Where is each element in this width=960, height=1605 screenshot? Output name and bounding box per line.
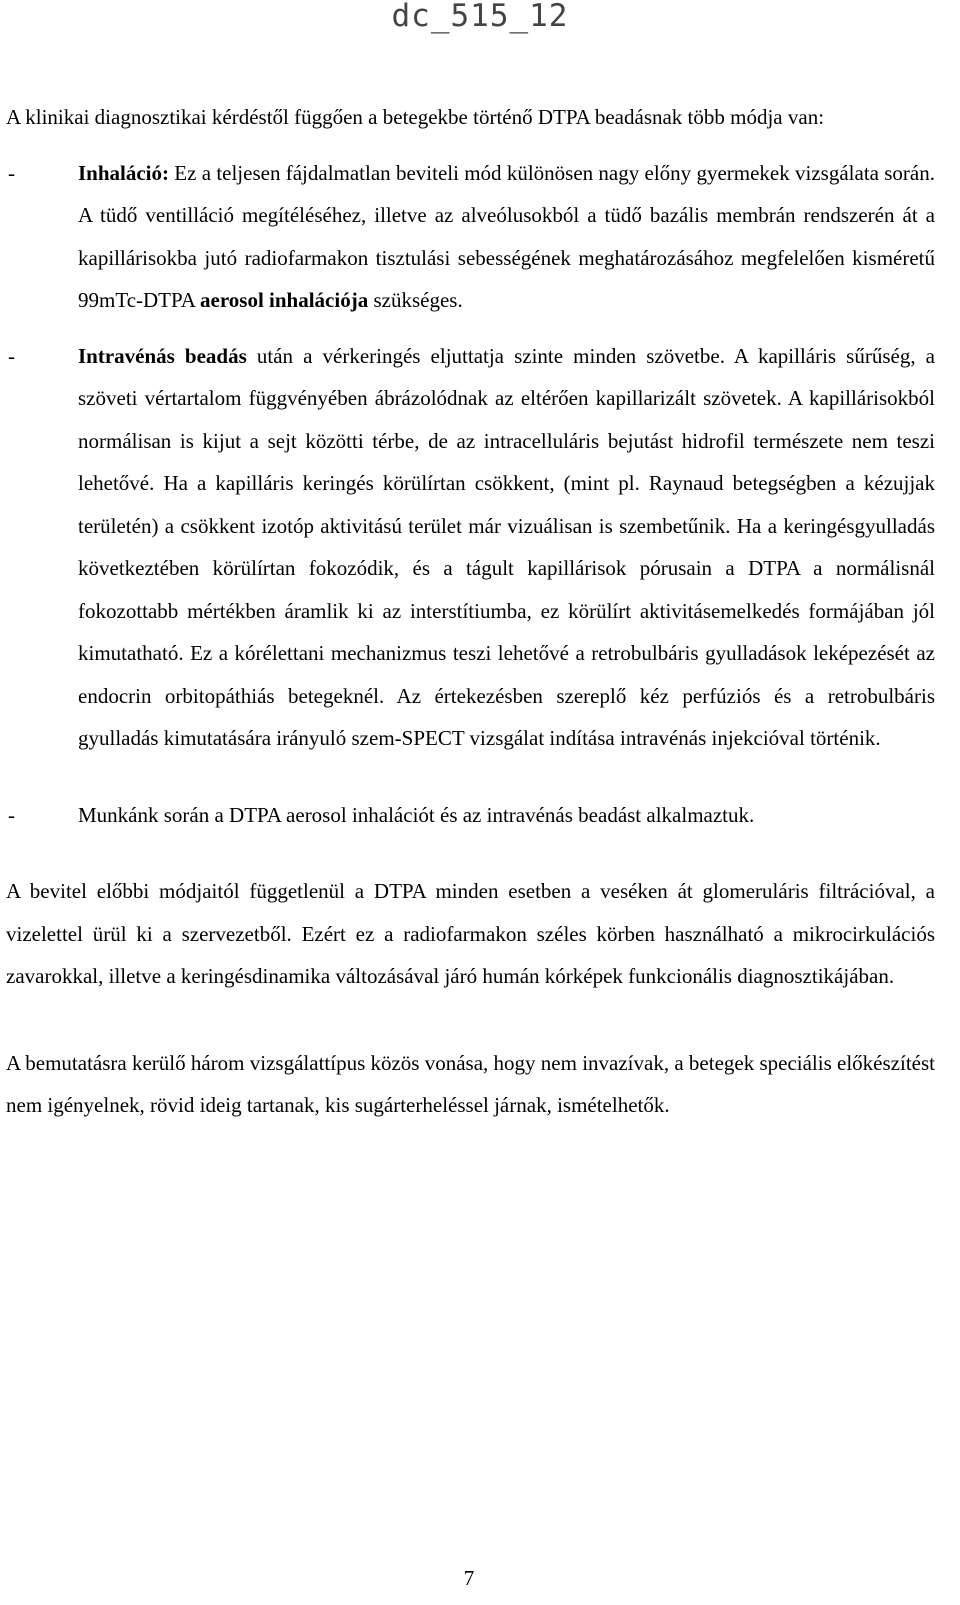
list-bullet: - [8,802,15,827]
list-item-text: Ez a teljesen fájdalmatlan beviteli mód különösen nagy előny gyermekek vizsgálata során. A tüdő ventilláció megítéléséhez, illetve az alveólusokból a tüdő bazális membrán rendszerén át a kapillárisokba jutó radiofarmakon tisztulási sebességének meghatározásához megfelelően kisméretű 99mTc-DTPA [78,160,935,312]
document-id: dc_515_12 [391,0,569,34]
list-item-intravenous [6,335,935,760]
document-body [6,96,935,1127]
list-item-body [78,794,935,837]
list-bullet: - [8,343,15,368]
list-item-methods [6,794,935,837]
list-item-body [78,152,935,322]
paragraph-summary: A bemutatásra kerülő három vizsgálattípus közös vonása, hogy nem invazívak, a betegek speciális előkészítést nem igényelnek, rövid ideig tartanak, kis sugárterheléssel járnak, ismételhetők. [6,1050,935,1117]
paragraph-excretion: A bevitel előbbi módjaitól függetlenül a DTPA minden esetben a veséken át glomeruláris filtrációval, a vizelettel ürül ki a szervezetből. Ezért ez a radiofarmakon széles körben használható a mikrocirkulációs zavarokkal, illetve a keringésdinamika változásával járó humán kórképek funkcionális diagnosztikájában. [6,879,935,988]
list-item-text: Munkánk során a DTPA aerosol inhalációt és az intravénás beadást alkalmaztuk. [78,802,755,827]
list-item-lead: Intravénás beadás [78,343,247,368]
list-item-emphasis: aerosol inhalációja [200,288,369,312]
page-number: 7 [463,1566,475,1590]
list-item-text-end: szükséges. [368,288,463,312]
intro-paragraph: A klinikai diagnosztikai kérdéstől függően a betegekbe történő DTPA beadásnak több módja van: [6,105,825,129]
list-item-inhalation [6,152,935,322]
list-bullet: - [8,160,15,185]
list-item-lead: Inhaláció: [78,160,170,185]
list-item-body [78,335,935,760]
list-item-text: után a vérkeringés eljuttatja szinte minden szövetbe. A kapilláris sűrűség, a szöveti vértartalom függvényében ábrázolódnak az eltérően kapillarizált szövetek. A kapillárisokból normálisan is kijut a sejt közötti térbe, de az intracelluláris bejutást hidrofil természete nem teszi lehetővé. Ha a kapilláris keringés körülírtan csökkent, (mint pl. Raynaud betegségben a kézujjak területén) a csökkent izotóp aktivitású terület már vizuálisan is szembetűnik. Ha a keringésgyulladás következtében körülírtan fokozódik, és a tágult kapillárisok pórusain a DTPA a normálisnál fokozottabb mértékben áramlik ki az interstítiumba, ez körülírt aktivitásemelkedés formájában jól kimutatható. Ez a kórélettani mechanizmus teszi lehetővé a retrobulbáris gyulladások leképezését az endocrin orbitopáthiás betegeknél. Az értekezésben szereplő kéz perfúziós és a retrobulbáris gyulladás kimutatására irányuló szem-SPECT vizsgálat indítása intravénás injekcióval történik. [78,343,935,750]
